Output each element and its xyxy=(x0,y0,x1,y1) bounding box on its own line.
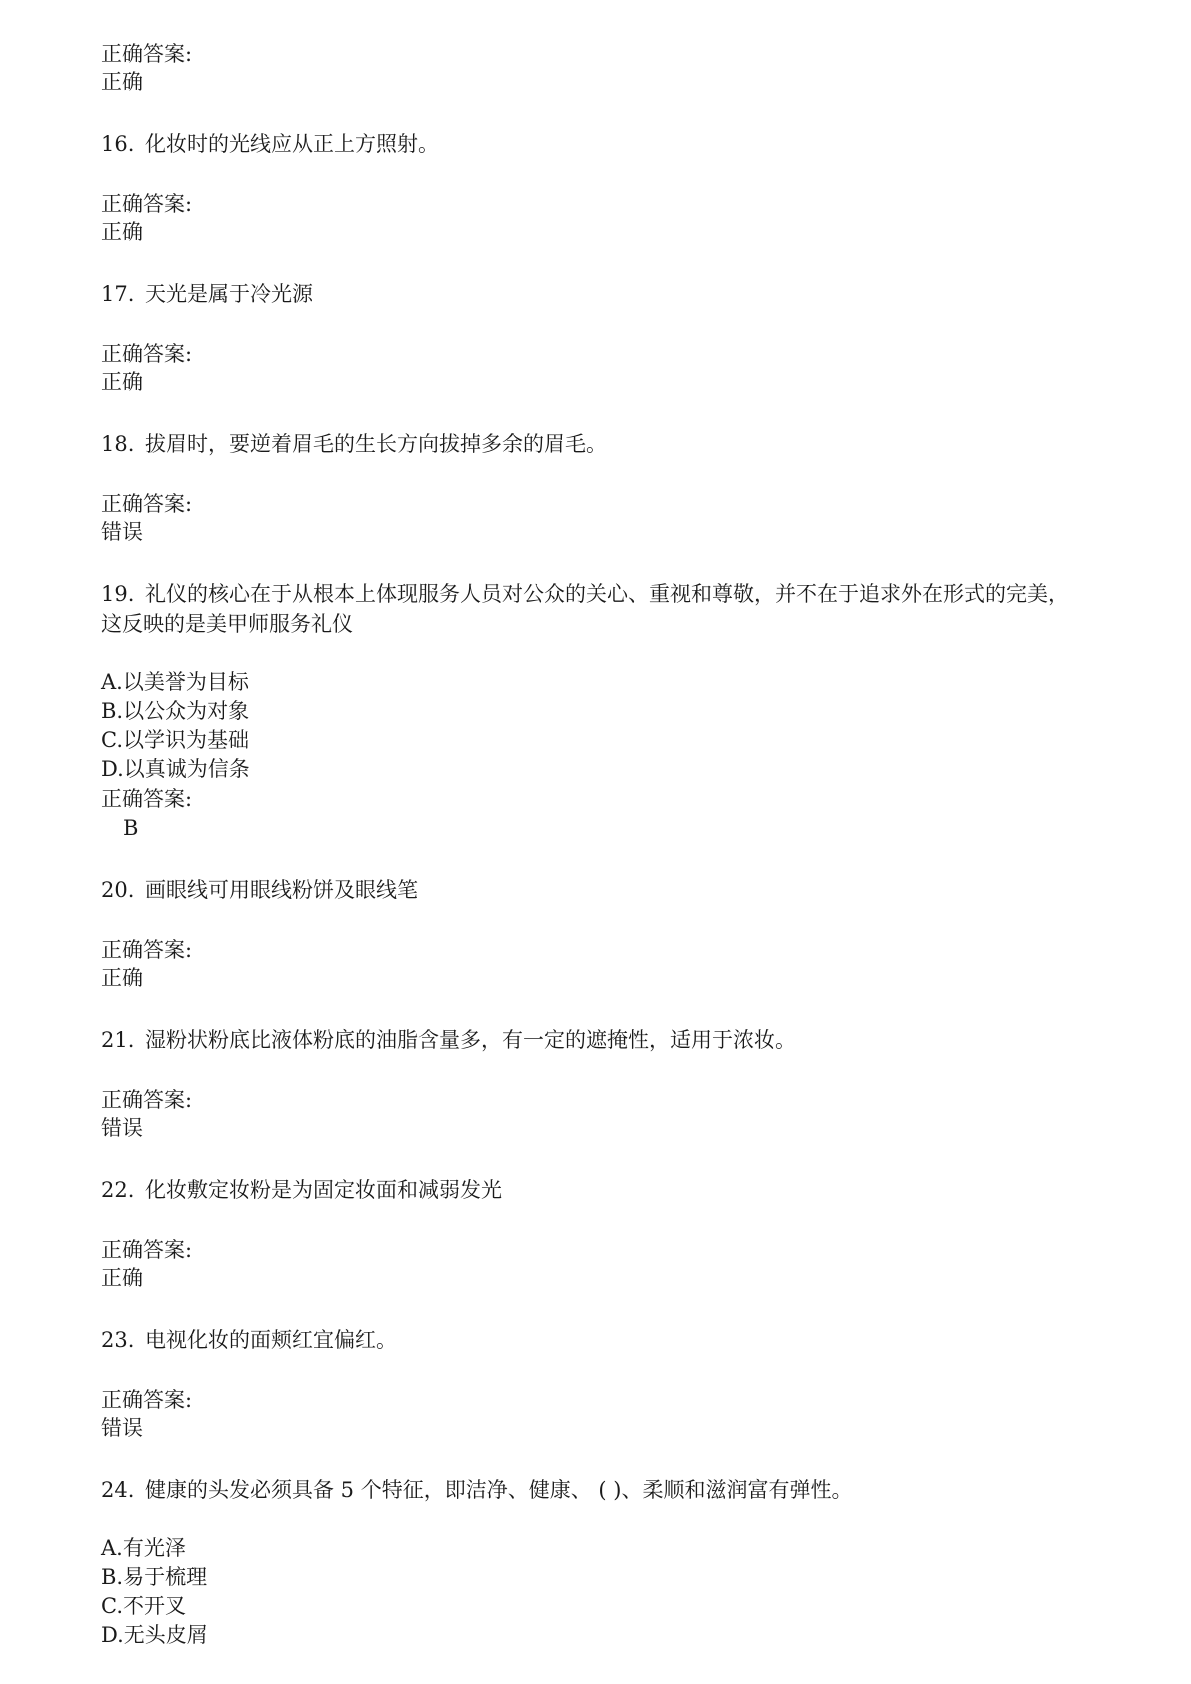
option-c: C.以学识为基础 xyxy=(101,728,249,752)
answer-value: 正确 xyxy=(101,220,143,244)
answer-value: 正确 xyxy=(101,70,143,94)
option-d: D.以真诚为信条 xyxy=(101,757,250,781)
question-text: 画眼线可用眼线粉饼及眼线笔 xyxy=(145,878,418,902)
option-a: A.以美誉为目标 xyxy=(101,670,249,694)
option-d: D.无头皮屑 xyxy=(101,1623,208,1647)
answer-value: 正确 xyxy=(101,966,143,990)
question-text: 化妆时的光线应从正上方照射。 xyxy=(145,132,439,156)
question-number: 22. xyxy=(101,1178,135,1202)
question-20 xyxy=(101,876,418,904)
answer-label: 正确答案: xyxy=(101,42,193,66)
question-number: 20. xyxy=(101,878,135,902)
answer-label: 正确答案: xyxy=(101,1388,193,1412)
question-number: 16. xyxy=(101,132,135,156)
option-b: B.易于梳理 xyxy=(101,1565,208,1589)
question-19 xyxy=(101,580,1069,608)
answer-label: 正确答案: xyxy=(101,192,193,216)
question-text-continued: 这反映的是美甲师服务礼仪 xyxy=(101,612,353,636)
question-number: 19. xyxy=(101,582,135,606)
question-21 xyxy=(101,1026,796,1054)
question-23 xyxy=(101,1326,397,1354)
answer-label: 正确答案: xyxy=(101,342,193,366)
answer-label: 正确答案: xyxy=(101,1088,193,1112)
option-b: B.以公众为对象 xyxy=(101,699,250,723)
question-22 xyxy=(101,1176,502,1204)
question-text: 拔眉时，要逆着眉毛的生长方向拔掉多余的眉毛。 xyxy=(145,432,607,456)
question-text: 天光是属于冷光源 xyxy=(145,282,313,306)
answer-value: 错误 xyxy=(101,520,143,544)
question-18 xyxy=(101,430,607,458)
answer-value: B xyxy=(123,816,139,840)
answer-label: 正确答案: xyxy=(101,938,193,962)
question-number: 18. xyxy=(101,432,135,456)
question-16 xyxy=(101,130,439,158)
question-text: 礼仪的核心在于从根本上体现服务人员对公众的关心、重视和尊敬，并不在于追求外在形式的完美， xyxy=(145,582,1069,606)
question-text: 电视化妆的面颊红宜偏红。 xyxy=(145,1328,397,1352)
question-number: 23. xyxy=(101,1328,135,1352)
answer-value: 正确 xyxy=(101,1266,143,1290)
question-text: 湿粉状粉底比液体粉底的油脂含量多，有一定的遮掩性，适用于浓妆。 xyxy=(145,1028,796,1052)
answer-value: 错误 xyxy=(101,1116,143,1140)
option-a: A.有光泽 xyxy=(101,1536,186,1560)
answer-label: 正确答案: xyxy=(101,492,193,516)
answer-value: 错误 xyxy=(101,1416,143,1440)
answer-label: 正确答案: xyxy=(101,787,193,811)
question-text: 化妆敷定妆粉是为固定妆面和减弱发光 xyxy=(145,1178,502,1202)
answer-label: 正确答案: xyxy=(101,1238,193,1262)
question-number: 21. xyxy=(101,1028,135,1052)
question-24 xyxy=(101,1476,852,1504)
question-number: 17. xyxy=(101,282,135,306)
question-number: 24. xyxy=(101,1478,135,1502)
question-text: 健康的头发必须具备 5 个特征，即洁净、健康、 ( )、柔顺和滋润富有弹性。 xyxy=(145,1478,853,1502)
option-c: C.不开叉 xyxy=(101,1594,186,1618)
answer-value: 正确 xyxy=(101,370,143,394)
question-17 xyxy=(101,280,313,308)
